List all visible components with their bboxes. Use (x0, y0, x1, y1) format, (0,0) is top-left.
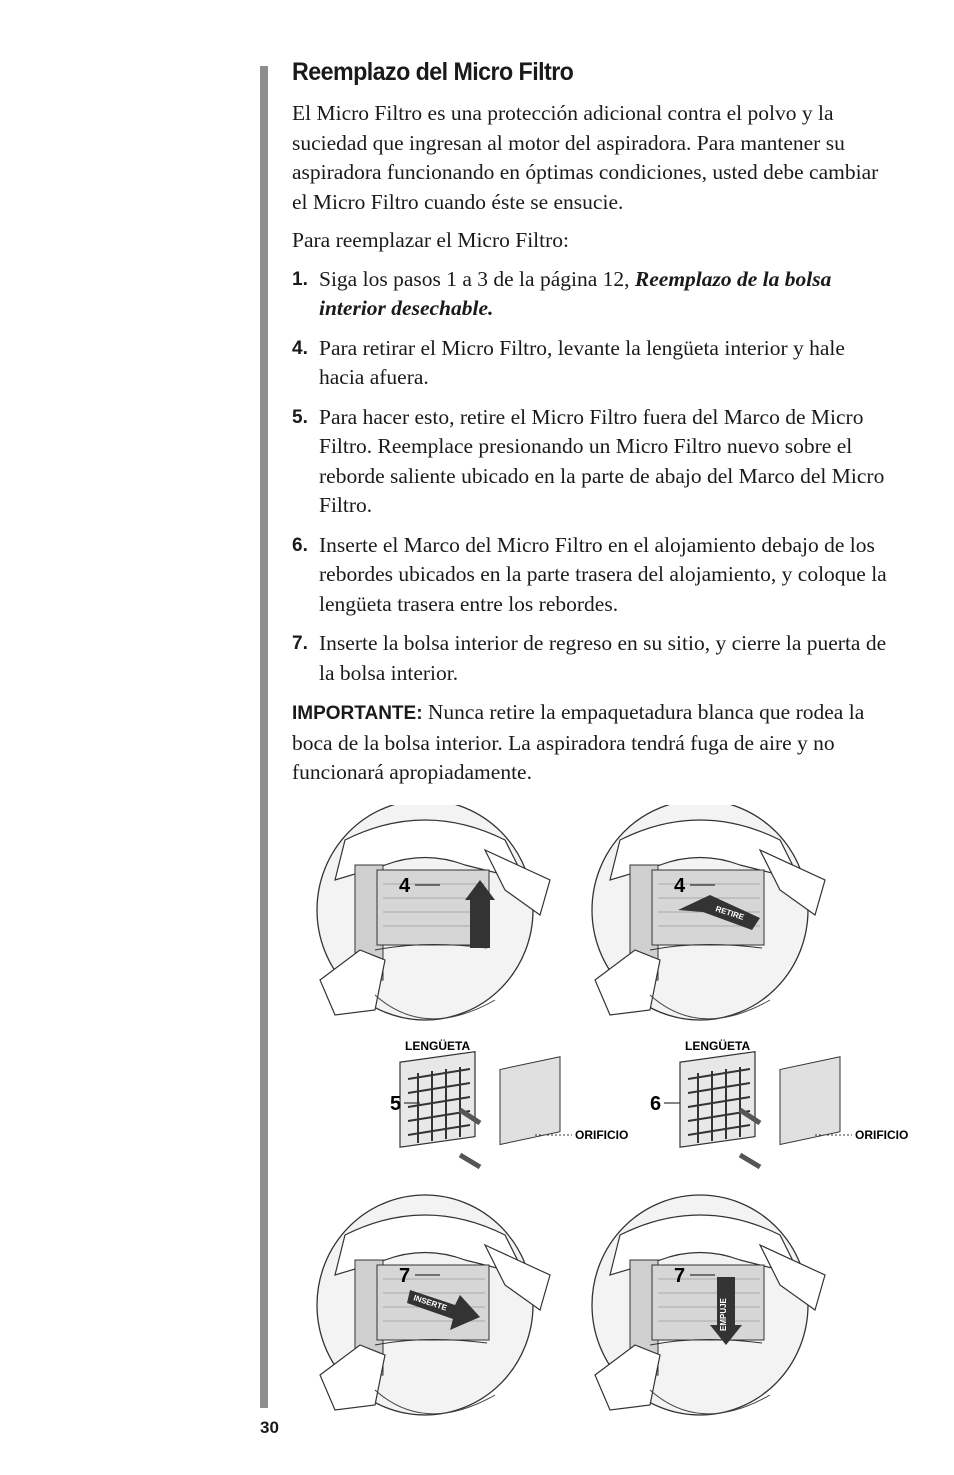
step-6 (292, 531, 892, 620)
step-4 (292, 334, 892, 393)
figure-step-6-filter (650, 1038, 908, 1167)
figure-step-7-empuje (592, 1195, 825, 1415)
step-number: 7. (292, 633, 308, 654)
intro-paragraph: El Micro Filtro es una protección adicional contra el polvo y la suciedad que ingresan al motor del aspiradora. Para mantener su aspiradora funcionando en óptimas condiciones, usted debe cambiar el Micro Filtro cuando éste se ensucie. (292, 101, 879, 214)
step-1 (292, 265, 892, 324)
step-7 (292, 629, 892, 688)
step-text: Para retirar el Micro Filtro, levante la lengüeta interior y hale hacia afuera. (319, 335, 845, 389)
step-5 (292, 403, 892, 521)
figure-step-label: 7 (399, 1265, 411, 1287)
step-number: 1. (292, 268, 308, 290)
section-title: Reemplazo del Micro Filtro (292, 58, 574, 86)
hole-label: ORIFICIO (575, 1128, 629, 1142)
step-text: Para hacer esto, retire el Micro Filtro fuera del Marco de Micro Filtro. Reemplace presionando un Micro Filtro nuevo sobre el reborde saliente ubicado en la parte de abajo del Marco del Micro Filtro. (319, 404, 885, 517)
figure-step-label: 7 (674, 1265, 686, 1287)
step-number: 5. (292, 406, 308, 428)
important-label: IMPORTANTE: (292, 703, 423, 724)
figure-step-label: 4 (399, 875, 411, 897)
hole-label: ORIFICIO (855, 1128, 909, 1142)
figure-step-5-filter (390, 1038, 628, 1167)
important-note: IMPORTANTE: Nunca retire la empaquetadura blanca que rodea la boca de la bolsa interior. La aspiradora tendrá fuga de aire y no funcionará apropiadamente. (292, 700, 865, 784)
figure-step-label: 5 (390, 1093, 402, 1115)
main-content (292, 58, 892, 797)
page-number: 30 (260, 1418, 279, 1437)
arrow-label: RETIRE (714, 904, 746, 922)
instruction-figures (290, 805, 910, 1435)
lead-paragraph: Para reemplazar el Micro Filtro: (292, 228, 570, 252)
side-margin-bar (260, 66, 268, 1408)
figure-step-label: 4 (674, 875, 686, 897)
arrow-label: EMPUJE (719, 1298, 728, 1331)
figure-step-7-inserte (317, 1195, 550, 1415)
figure-step-label: 6 (650, 1093, 662, 1115)
step-number: 6. (292, 534, 308, 556)
arrow-label: INSERTE (412, 1293, 449, 1313)
tab-label: LENGÜETA (405, 1039, 471, 1053)
tab-label: LENGÜETA (685, 1039, 751, 1053)
step-reference: Reemplazo de la bolsa interior desechable. (319, 266, 832, 320)
step-number: 4. (292, 337, 308, 359)
step-text: Inserte el Marco del Micro Filtro en el alojamiento debajo de los rebordes ubicados en la parte trasera del alojamiento, y coloque la lengüeta trasera entre los rebordes. (319, 532, 887, 616)
up-arrow-icon (470, 900, 490, 948)
figure-step-4-retire (592, 805, 825, 1020)
step-text: Inserte la bolsa interior de regreso en su sitio, y cierre la puerta de la bolsa interior. (319, 631, 887, 685)
step-text: Siga los pasos 1 a 3 de la página 12, Reemplazo de la bolsa interior desechable. (319, 266, 832, 320)
